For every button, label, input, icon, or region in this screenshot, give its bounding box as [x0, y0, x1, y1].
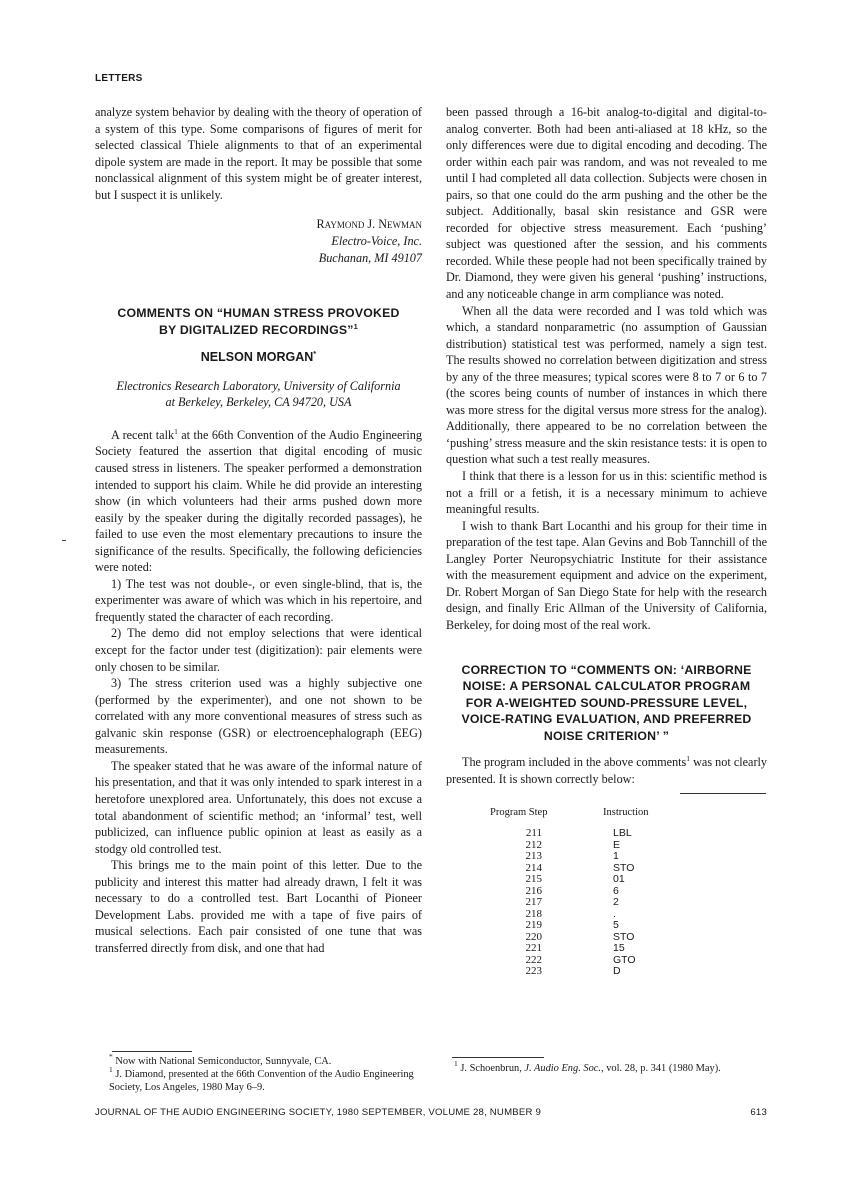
program-table — [446, 793, 767, 987]
author-affiliation — [95, 378, 422, 411]
signature-block — [95, 216, 422, 267]
footnote-ref: 1 — [174, 426, 178, 436]
signature-address: Buchanan, MI 49107 — [318, 251, 422, 266]
footnote: * Now with National Semiconductor, Sunnyvale, CA. — [109, 1052, 332, 1067]
footnote: $^1$ J. Diamond, presented at the 66th Convention of the Audio Engineering Society, Los Angeles, 1980 May 6–9. — [109, 1065, 414, 1093]
instruction: GTO — [613, 953, 636, 966]
program-step: 218 — [525, 907, 542, 920]
body-paragraph: 3) The stress criterion used was a highly subjective one (performed by the experimenter), and one not shown to be correlated with any more conventional measures of stress such as galvanic skin response (GSR) or electroencephalograph (EEG) measurements. — [95, 676, 422, 757]
instruction: 6 — [613, 884, 619, 897]
article-title-line: COMMENTS ON “HUMAN STRESS PROVOKED — [117, 306, 400, 321]
body-paragraph: I think that there is a lesson for us in this: scientific method is not a frill or a fetish, it is a necessary minimum to achieve meaningful results. — [446, 469, 767, 517]
author-name: NELSON MORGAN* — [200, 349, 317, 365]
body-paragraph: been passed through a 16-bit analog-to-digital and digital-to-analog converter. Both had been anti-aliased at 18 kHz, so the only differences were due to digital encoding and decoding. The order within each pair was random, and was not revealed to me until I had completed all data collection. Subjects were chosen in pairs, so that one could do the arm pushing and the other be the subject. Additionally, basal skin resistance and GSR were recorded for objective stress measurement. Each ‘pushing’ subject was questioned after the session, and his comments recorded. While these people had not been specifically trained by Dr. Diamond, they were given his general ‘pushing’ instructions, and any noticeable change in arm compliance was noted. — [446, 105, 767, 302]
program-step: 214 — [525, 861, 542, 874]
program-step: 215 — [525, 873, 542, 886]
instruction: LBL — [613, 827, 632, 840]
page-footer — [95, 1107, 767, 1118]
footnote-mark: 1 — [454, 1059, 458, 1068]
page-number: 613 — [750, 1107, 767, 1118]
correction-paragraph: The program included in the above comments$^1$ was not clearly presented. It is shown correctly below: — [446, 754, 767, 786]
table-top-rule — [680, 793, 766, 794]
affiliation-line: Electronics Research Laboratory, University of California — [116, 378, 401, 393]
footnotes-right — [446, 1059, 767, 1075]
table-row — [446, 932, 767, 944]
instruction: STO — [613, 861, 635, 874]
program-step: 219 — [525, 919, 542, 932]
table-row — [446, 943, 767, 955]
footnote-rule — [452, 1057, 544, 1058]
correction-title-line: NOISE: A PERSONAL CALCULATOR PROGRAM — [462, 679, 751, 693]
table-row — [446, 897, 767, 909]
table-row — [446, 828, 767, 840]
table-row — [446, 863, 767, 875]
continued-paragraph: analyze system behavior by dealing with the theory of operation of a system of this type. Some comparisons of figures of merit for selected classical Thiele alignments to that of an experimental dipole system are made in the report. It may be possible that some nonclassical alignment of this system might be of greater interest, but I suspect it is unlikely. — [95, 105, 422, 202]
body-paragraph: I wish to thank Bart Locanthi and his group for their time in preparation of the test tape. Alan Gevins and Bob Tannchill of the Langley Porter Neuropsychiatric Institute for their assistance with the measurement equipment and advice on the experiment, Dr. Robert Morgan of San Diego State for help with the research design, and finally Eric Allman of the University of California, Berkeley, for doing most of the real work. — [446, 518, 767, 632]
program-step: 220 — [525, 930, 542, 943]
footnote-ref: 1 — [686, 754, 691, 763]
program-step: 222 — [525, 953, 542, 966]
program-step: 212 — [525, 838, 542, 851]
body-paragraph: The speaker stated that he was aware of the informal nature of his presentation, and that it was only intended to spark interest in a heretofore unexplored area. Unfortunately, this does not excuse a total abandonment of scientific method; an ‘informal’ test, well publicized, can influence public opinion at least as easily as a stodgy old controlled test. — [95, 758, 422, 856]
table-row — [446, 966, 767, 978]
table-row — [446, 874, 767, 886]
program-step: 223 — [525, 965, 542, 978]
signature-name: Raymond J. Newman — [316, 217, 422, 232]
affiliation-line: at Berkeley, Berkeley, CA 94720, USA — [165, 395, 352, 410]
body-paragraph: A recent talk$^1$ at the 66th Convention of the Audio Engineering Society featured the assertion that digital encoding of music caused stress in listeners. The speaker performed a demonstration intended to support his claim. While he did provide an interesting show (in which volunteers had their arms pushed down more easily by the speaker during the digitally recorded passages), he failed to use even the most elementary precautions to insure the significance of the results. Specifically, the following deficiencies were noted: — [95, 426, 422, 575]
table-row — [446, 920, 767, 932]
instruction: . — [613, 907, 616, 920]
instruction: 15 — [613, 942, 625, 955]
program-step: 221 — [525, 942, 542, 955]
correction-title-line: FOR A-WEIGHTED SOUND-PRESSURE LEVEL, — [465, 695, 748, 710]
instruction: 2 — [613, 896, 619, 909]
program-step: 213 — [525, 850, 542, 863]
footnote-rule — [112, 1051, 192, 1052]
instruction: D — [613, 965, 621, 978]
footnotes-left — [95, 1052, 422, 1094]
instruction: STO — [613, 930, 635, 943]
body-paragraph: 2) The demo did not employ selections that were identical except for the factor under test (digitization): pair elements were only chosen to be similar. — [95, 626, 422, 674]
table-header-instruction: Instruction — [603, 807, 649, 819]
correction-title — [446, 662, 767, 745]
instruction: 5 — [613, 919, 619, 932]
left-column — [95, 104, 422, 956]
footnote-mark: * — [109, 1052, 113, 1061]
table-body — [446, 828, 767, 978]
correction-title-line: CORRECTION TO “COMMENTS ON: ‘AIRBORNE — [461, 662, 752, 677]
author-footnote-mark: * — [313, 349, 317, 359]
signature-company: Electro-Voice, Inc. — [331, 234, 422, 249]
instruction: E — [613, 838, 621, 851]
footnote: $^1$ J. Schoenbrun, J. Audio Eng. Soc., vol. 28, p. 341 (1980 May). — [454, 1059, 721, 1074]
table-row — [446, 851, 767, 863]
correction-title-line: NOISE CRITERION’ ” — [543, 728, 670, 743]
table-row — [446, 909, 767, 921]
footnote-mark: 1 — [109, 1065, 113, 1074]
body-paragraph: When all the data were recorded and I was told which was which, a standard nonparametric (no assumption of Gaussian distribution) statistical test was performed, namely a sign test. The results showed no correlation between digitization and stress by any of the three measures; typical scores were 8 to 7 or 6 to 7 (the scores being counts of number of instances in which there was more stress for the digital versus more stress for the analog). Additionally, there appeared to be no correlation between the ‘pushing’ stress measure and the skin resistance tests: it is open to question what such a test really measures. — [446, 303, 767, 467]
journal-citation: JOURNAL OF THE AUDIO ENGINEERING SOCIETY, 1980 SEPTEMBER, VOLUME 28, NUMBER 9 — [95, 1107, 541, 1118]
footnote-ref: 1 — [353, 321, 359, 331]
instruction: 1 — [613, 850, 619, 863]
table-row — [446, 840, 767, 852]
right-column — [446, 104, 767, 987]
journal-name: J. Audio Eng. Soc. — [524, 1063, 601, 1074]
table-row — [446, 886, 767, 898]
instruction: 01 — [613, 873, 625, 886]
body-paragraph: This brings me to the main point of this letter. Due to the publicity and interest this matter had already drawn, I felt it was necessary to do a controlled test. Bart Locanthi of Pioneer Development Labs. provided me with a tape of five pairs of musical selections. Each pair consisted of one tune that was transferred directly from disk, and one that had — [95, 858, 422, 955]
article-title — [95, 305, 422, 338]
table-header-step: Program Step — [490, 807, 548, 819]
body-paragraph: 1) The test was not double-, or even single-blind, that is, the experimenter was aware of which was which in his repertoire, and frequently stated the character of each recording. — [95, 576, 422, 624]
margin-mark — [62, 540, 66, 541]
article-title-line: BY DIGITALIZED RECORDINGS”$^1$ — [158, 321, 359, 337]
program-step: 217 — [525, 896, 542, 909]
table-row — [446, 955, 767, 967]
program-step: 211 — [525, 827, 542, 840]
program-step: 216 — [525, 884, 542, 897]
correction-title-line: VOICE-RATING EVALUATION, AND PREFERRED — [461, 712, 752, 726]
section-label: LETTERS — [95, 73, 143, 84]
